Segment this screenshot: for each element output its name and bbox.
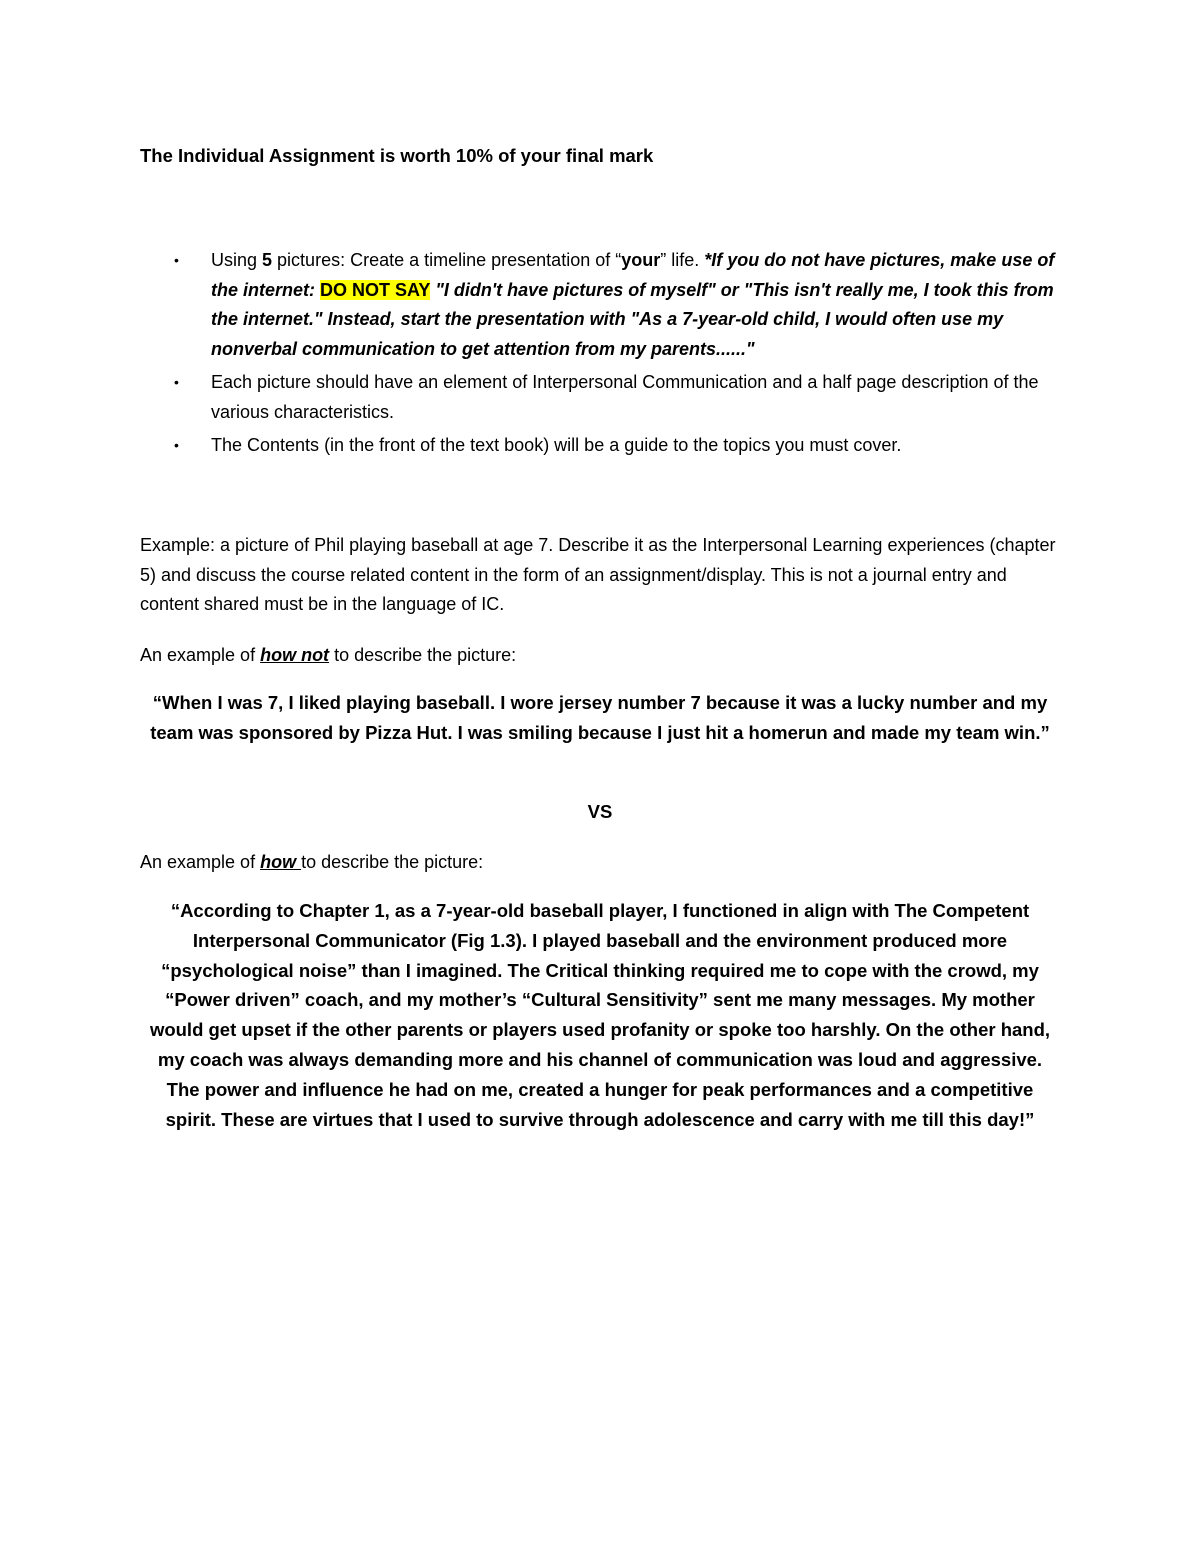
- list-item: [174, 431, 1074, 461]
- emphasis-your: your: [621, 250, 661, 270]
- how-not-label: An example of how not to describe the picture:: [140, 645, 517, 665]
- bullet-icon: •: [174, 374, 179, 390]
- list-item-text: Using 5 pictures: Create a timeline presentation of “your” life. *If you do not have pictures, make use of the internet: DO NOT SAY "I didn't have pictures of myself" or "This isn't really me, I took this from the internet." Instead, start the presentation with "As a 7-year-old child, I would often use my nonverbal communication to get attention from my parents......": [211, 250, 1055, 359]
- list-item-text: The Contents (in the front of the text book) will be a guide to the topics you must cover.: [211, 435, 902, 455]
- picture-count: 5: [262, 250, 273, 270]
- requirements-list: [174, 246, 1074, 465]
- quote-good-example: “According to Chapter 1, as a 7-year-old baseball player, I functioned in align with The Competent Interpersonal Communicator (Fig 1.3). I played baseball and the environment produced more “psychological noise” than I imagined. The Critical thinking required me to cope with the crowd, my “Power driven” coach, and my mother’s “Cultural Sensitivity” sent me many messages. My mother would get upset if the other parents or players used profanity or spoke too harshly. On the other hand, my coach was always demanding more and his channel of communication was loud and aggressive. The power and influence he had on me, created a hunger for peak performances and a competitive spirit. These are virtues that I used to survive through adolescence and carry with me till this day!”: [149, 900, 1051, 1130]
- internet-instruction: *If you do not have pictures, make use of the internet: DO NOT SAY "I didn't have pictures of myself" or "This isn't really me, I took this from the internet." Instead, start the presentation with "As a 7-year-old child, I would often use my nonverbal communication to get attention from my parents......": [211, 250, 1055, 359]
- example-paragraph: Example: a picture of Phil playing baseball at age 7. Describe it as the Interpersonal Learning experiences (chapter 5) and discuss the course related content in the form of an assignment/display. This is not a journal entry and content shared must be in the language of IC.: [140, 535, 1056, 614]
- list-item: [174, 246, 1074, 364]
- list-item-text: Each picture should have an element of Interpersonal Communication and a half page description of the various characteristics.: [211, 372, 1039, 422]
- how-not-emphasis: how not: [260, 645, 330, 665]
- document-heading: The Individual Assignment is worth 10% of your final mark: [140, 145, 654, 166]
- how-label: An example of how to describe the picture:: [140, 852, 484, 872]
- quote-bad-example: “When I was 7, I liked playing baseball. I wore jersey number 7 because it was a lucky number and my team was sponsored by Pizza Hut. I was smiling because I just hit a homerun and made my team win.”: [150, 692, 1050, 743]
- list-item: [174, 368, 1074, 427]
- bullet-icon: •: [174, 437, 179, 453]
- how-emphasis: how: [260, 852, 302, 872]
- bullet-icon: •: [174, 252, 179, 268]
- do-not-say-highlight: DO NOT SAY: [320, 279, 431, 300]
- vs-separator: VS: [587, 801, 613, 822]
